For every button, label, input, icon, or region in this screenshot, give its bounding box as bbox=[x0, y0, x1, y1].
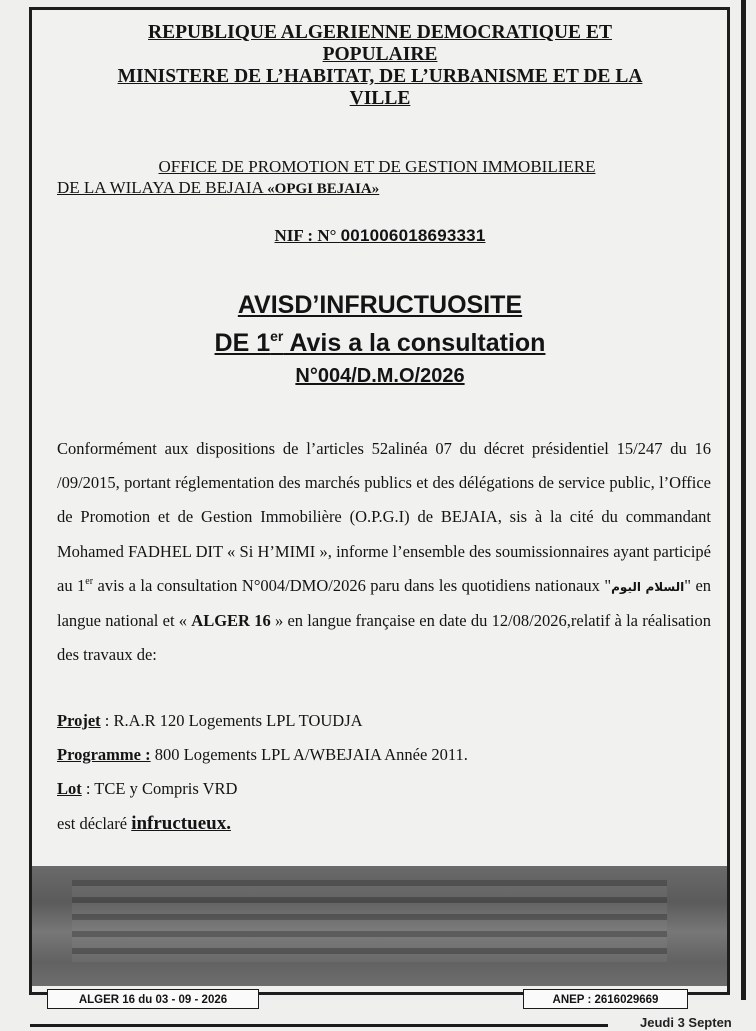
title-line-3: N°004/D.M.O/2026 bbox=[295, 365, 465, 387]
declared-prefix: est déclaré bbox=[57, 813, 132, 833]
title-line-2-sup: er bbox=[270, 328, 284, 344]
title-line-2-suffix: Avis a la consultation bbox=[283, 329, 546, 357]
page-date: Jeudi 3 Septen bbox=[640, 1015, 732, 1030]
declared-value: infructueux. bbox=[131, 812, 231, 834]
nif-line bbox=[40, 226, 720, 246]
body-part-2: avis a la consultation N°004/DMO/2026 paru dans les quotidiens nationaux " bbox=[93, 575, 612, 595]
title-line-1: AVISD’INFRUCTUOSITE bbox=[237, 291, 523, 319]
projet-value: : R.A.R 120 Logements LPL TOUDJA bbox=[100, 711, 363, 730]
header-line-3: MINISTERE DE L’HABITAT, DE L’URBANISME ET DE LA bbox=[117, 66, 643, 87]
notice-header bbox=[40, 22, 720, 110]
header-line-4: VILLE bbox=[349, 88, 411, 109]
office-block bbox=[57, 156, 697, 200]
title-line-2 bbox=[40, 321, 720, 358]
alger16-name: ALGER 16 bbox=[191, 611, 271, 631]
body-part-1: Conformément aux dispositions de l’articles 52alinéa 07 du décret présidentiel 15/247 du 16 /09/2015, portant réglementation des marchés publics et des délégations de service public, l’Office de Promotion et de Gestion Immobilière (O.P.G.I) de BEJAIA, sis à la cité du commandant Mohamed FADHEL DIT « Si H’MIMI », informe l’ensemble des soumissionnaires ayant participé au 1 bbox=[57, 439, 711, 595]
office-line-1: OFFICE DE PROMOTION ET DE GESTION IMMOBILIERE bbox=[158, 157, 596, 176]
notice-title bbox=[40, 290, 720, 390]
header-line-1: REPUBLIQUE ALGERIENNE DEMOCRATIQUE ET bbox=[148, 22, 612, 43]
programme-label: Programme : bbox=[57, 745, 151, 765]
nif-number: 001006018693331 bbox=[340, 226, 486, 245]
lot-row bbox=[57, 772, 711, 806]
body-sup: er bbox=[85, 575, 94, 587]
anep-label: ANEP : 2616029669 bbox=[523, 989, 688, 1009]
body-part-4: » en langue française en date du 12/08/2026,relatif à la réalisation des travaux de: bbox=[57, 611, 711, 665]
office-line-2-prefix: DE LA WILAYA DE BEJAIA bbox=[57, 178, 268, 197]
bottom-rule bbox=[30, 1024, 608, 1027]
lot-label: Lot bbox=[57, 779, 82, 799]
declared-row bbox=[57, 807, 711, 841]
programme-value: 800 Logements LPL A/WBEJAIA Année 2011. bbox=[150, 745, 468, 765]
arabic-newspaper-name: السلام اليوم bbox=[611, 579, 685, 594]
notice-body bbox=[57, 432, 711, 672]
column-rule bbox=[741, 0, 746, 1000]
gray-shaded-band bbox=[32, 866, 727, 986]
nif-label: NIF : N° bbox=[274, 226, 341, 245]
projet-row bbox=[57, 704, 711, 738]
publication-label: ALGER 16 du 03 - 09 - 2026 bbox=[47, 989, 259, 1009]
office-acronym: «OPGI BEJAIA» bbox=[267, 181, 380, 197]
title-line-2-prefix: DE 1 bbox=[214, 329, 271, 357]
projet-label: Projet bbox=[57, 711, 101, 730]
body-part-3: " en langue national et « bbox=[57, 575, 712, 631]
programme-row bbox=[57, 738, 711, 772]
office-line-2 bbox=[57, 177, 697, 200]
lot-value: : TCE y Compris VRD bbox=[81, 779, 238, 799]
header-line-2: POPULAIRE bbox=[322, 44, 438, 65]
project-fields bbox=[57, 704, 711, 841]
